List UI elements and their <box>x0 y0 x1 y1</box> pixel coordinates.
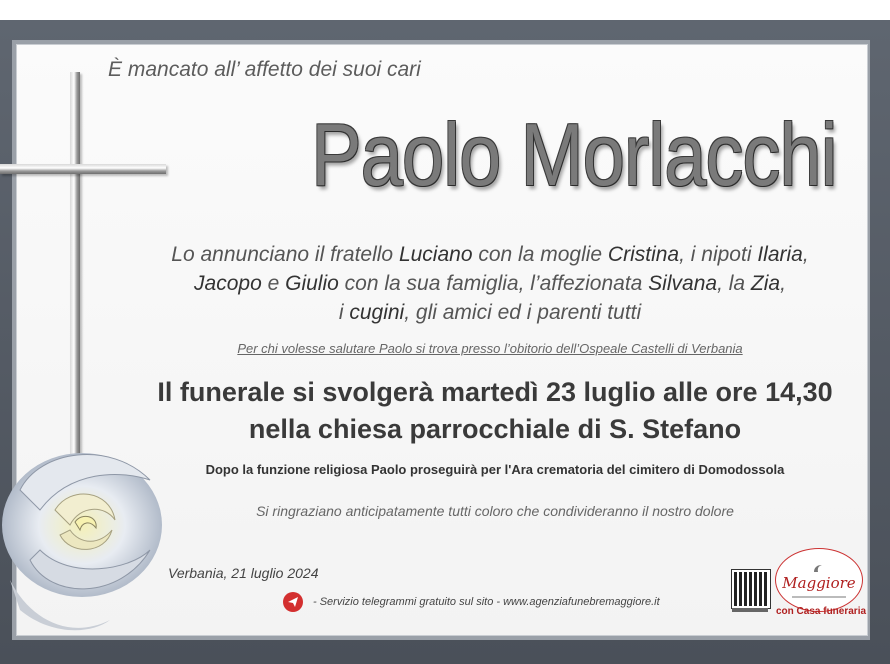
thanks-note: Si ringraziano anticipatamente tutti coloro che condivideranno il nostro dolore <box>256 503 734 519</box>
qr-code-icon[interactable] <box>732 570 770 608</box>
telegram-icon[interactable] <box>283 592 303 612</box>
swan-icon <box>811 562 827 574</box>
logo-wordmark: Maggiore <box>782 574 856 592</box>
obitorio-note: Per chi volesse salutare Paolo si trova presso l’obitorio dell’Ospeale Castelli di Verbania <box>237 341 743 356</box>
relative-name: Zia <box>750 272 781 295</box>
intro-text: È mancato all’ affetto dei suoi cari <box>108 58 421 81</box>
announcement-line-1: Lo annunciano il fratello Luciano con la moglie Cristina, i nipoti Ilaria, <box>171 243 809 266</box>
relative-name: cugini <box>349 301 405 324</box>
relative-name: Giulio <box>285 272 339 295</box>
funeral-details <box>110 374 880 448</box>
date-place: Verbania, 21 luglio 2024 <box>168 565 319 581</box>
relative-name: Silvana <box>648 272 718 295</box>
logo-caption: con Casa funeraria <box>776 606 867 617</box>
relative-name: Luciano <box>398 243 473 266</box>
telegram-service[interactable] <box>283 592 660 612</box>
service-text[interactable]: - Servizio telegrammi gratuito sul sito - www.agenziafunebremaggiore.it <box>313 596 660 608</box>
qr-caption-bar <box>732 608 768 612</box>
announcement-line-2: Jacopo e Giulio con la sua famiglia, l’affezionata Silvana, la Zia, <box>194 272 786 295</box>
deceased-name: Paolo Morlacchi <box>311 105 837 204</box>
rose-icon <box>0 430 170 650</box>
relative-name: Jacopo <box>194 272 262 295</box>
after-ceremony-note: Dopo la funzione religiosa Paolo proseguirà per l'Ara crematoria del cimitero di Domodossola <box>205 462 785 477</box>
relative-name: Ilaria <box>757 243 803 266</box>
funeral-line-1: Il funerale si svolgerà martedì 23 luglio alle ore 14,30 <box>157 377 833 407</box>
funeral-line-2: nella chiesa parrocchiale di S. Stefano <box>248 414 742 444</box>
relative-name: Cristina <box>607 243 680 266</box>
logo-divider <box>792 596 846 598</box>
agency-logo <box>775 548 863 612</box>
announcement-line-3: i cugini, gli amici ed i parenti tutti <box>338 301 642 324</box>
announcement <box>140 240 840 327</box>
